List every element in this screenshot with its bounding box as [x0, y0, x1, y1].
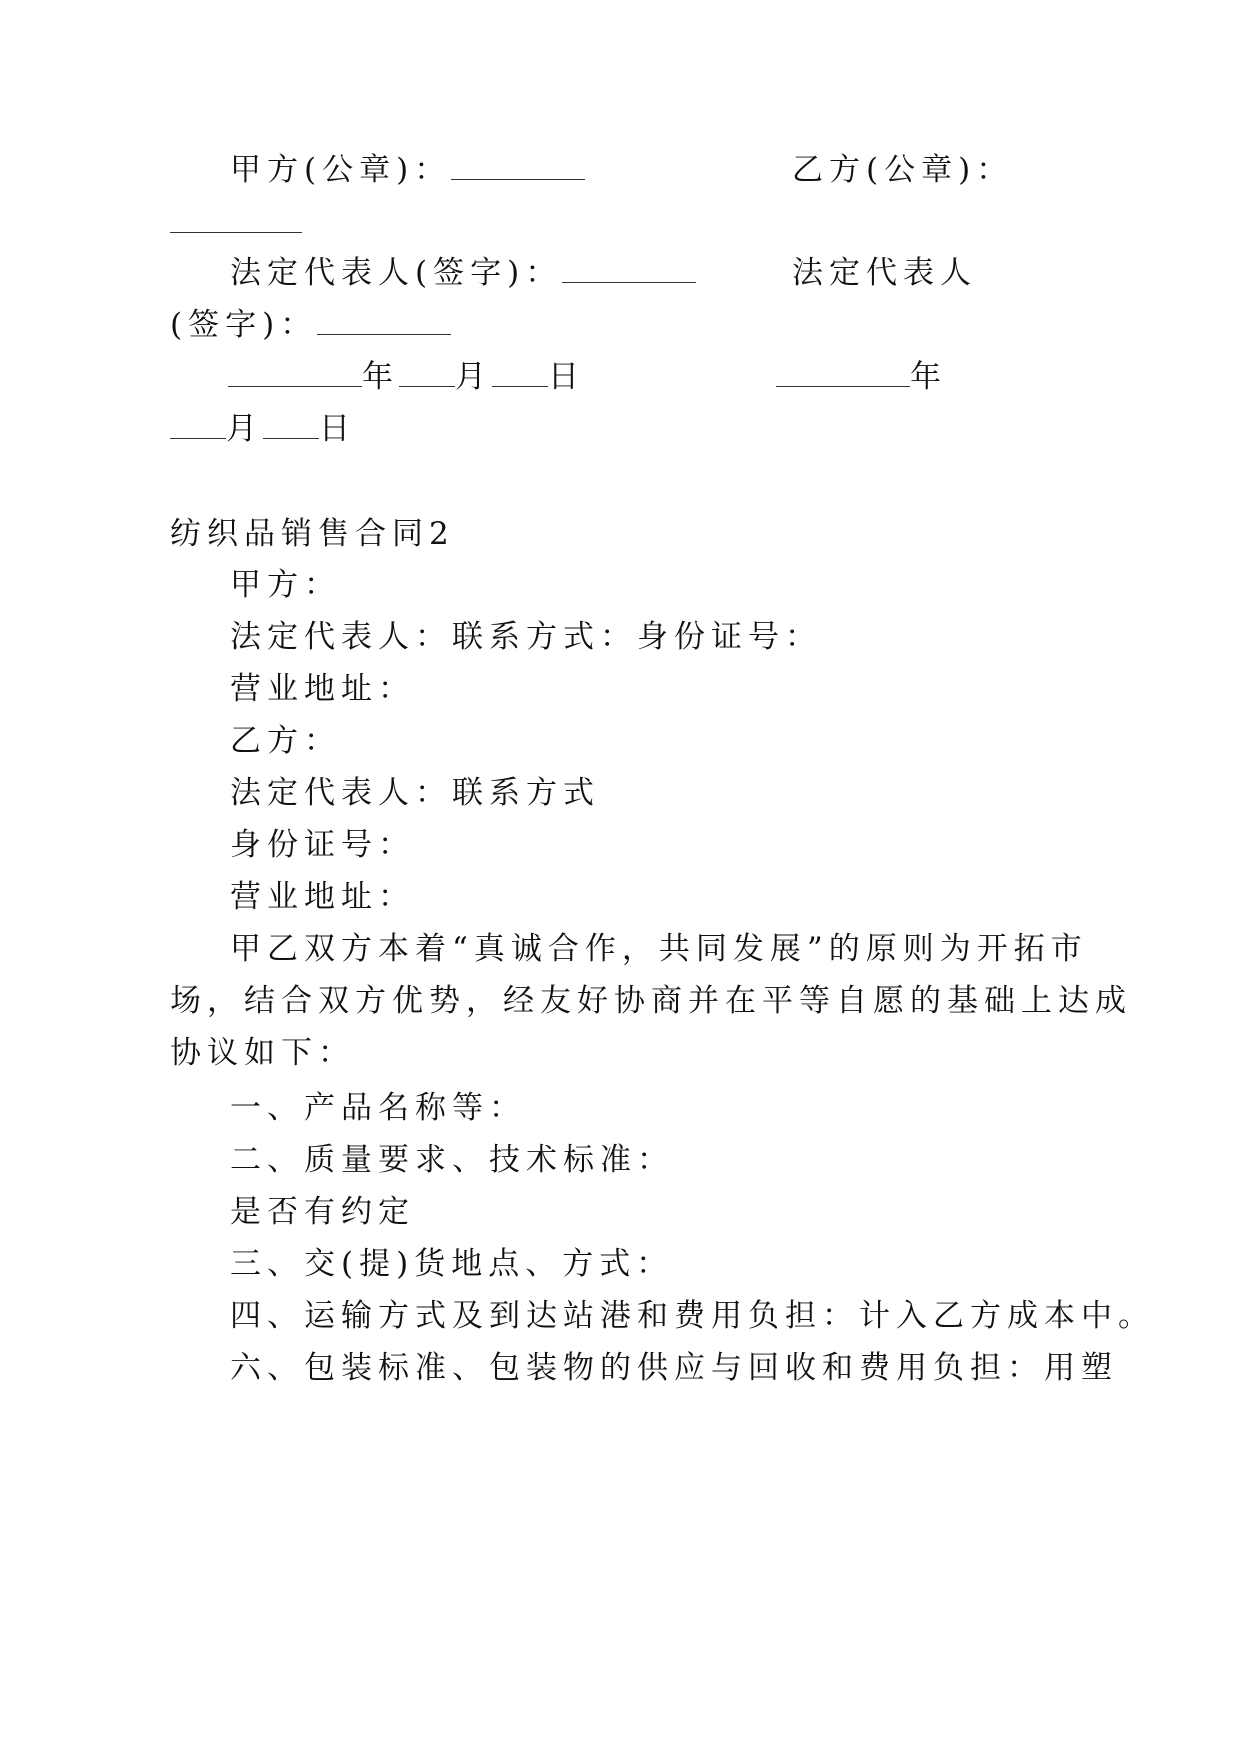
party-a-date-line — [228, 357, 585, 397]
party-b-rep-line-2 — [170, 305, 451, 345]
party-b-rep-line — [792, 253, 977, 293]
party-b-year-line — [776, 357, 947, 397]
party-b-address: 营业地址： — [230, 879, 415, 915]
party-b-rep-blank — [317, 308, 451, 335]
party-a-label: 甲方： — [230, 567, 341, 603]
clause-4: 四、运输方式及到达站港和费用负担：计入乙方成本中。 — [230, 1298, 1155, 1334]
party-a-rep-line — [230, 253, 696, 293]
clause-3: 三、交(提)货地点、方式： — [230, 1246, 674, 1282]
clause-2-note: 是否有约定 — [230, 1194, 415, 1230]
intro-paragraph-line-1: 甲乙双方本着“真诚合作，共同发展”的原则为开拓市 — [230, 931, 1088, 967]
party-a-seal-label: 甲方(公章)： — [230, 152, 452, 188]
party-b-seal-label: 乙方(公章)： — [792, 152, 1014, 188]
party-a-rep-label: 法定代表人(签字)： — [230, 255, 563, 291]
party-b-rep-label-2: (签字)： — [170, 307, 318, 343]
party-b-date-line-2 — [170, 409, 356, 449]
party-a-year-label: 年 — [362, 359, 399, 395]
party-b-year-blank — [776, 360, 910, 387]
contract-title: 纺织品销售合同2 — [170, 516, 455, 552]
party-b-rep-label-1: 法定代表人 — [792, 255, 977, 291]
intro-paragraph-line-2: 场，结合双方优势，经友好协商并在平等自愿的基础上达成 — [170, 983, 1132, 1019]
party-b-month-blank — [170, 412, 226, 439]
party-a-day-blank — [492, 360, 548, 387]
party-b-seal-line — [792, 150, 1013, 190]
party-a-year-blank — [228, 360, 362, 387]
clause-1: 一、产品名称等： — [230, 1090, 526, 1126]
party-b-seal-blank — [170, 206, 302, 233]
intro-paragraph-line-3: 协议如下： — [170, 1035, 355, 1071]
party-a-month-blank — [399, 360, 455, 387]
party-b-day-label: 日 — [319, 411, 356, 447]
party-b-seal-blank-line — [170, 203, 302, 243]
party-a-address: 营业地址： — [230, 671, 415, 707]
party-b-id: 身份证号： — [230, 827, 415, 863]
party-a-seal-blank — [451, 153, 585, 180]
party-b-label: 乙方： — [230, 723, 341, 759]
party-b-month-label: 月 — [226, 411, 263, 447]
party-b-year-label: 年 — [910, 359, 947, 395]
party-a-day-label: 日 — [548, 359, 585, 395]
party-a-month-label: 月 — [455, 359, 492, 395]
party-a-rep-info: 法定代表人：联系方式：身份证号： — [230, 619, 822, 655]
party-b-day-blank — [263, 412, 319, 439]
party-a-rep-blank — [562, 256, 696, 283]
party-b-rep-info: 法定代表人：联系方式 — [230, 775, 600, 811]
clause-6: 六、包装标准、包装物的供应与回收和费用负担：用塑 — [230, 1350, 1118, 1386]
clause-2: 二、质量要求、技术标准： — [230, 1142, 674, 1178]
party-a-seal-line — [230, 150, 585, 190]
